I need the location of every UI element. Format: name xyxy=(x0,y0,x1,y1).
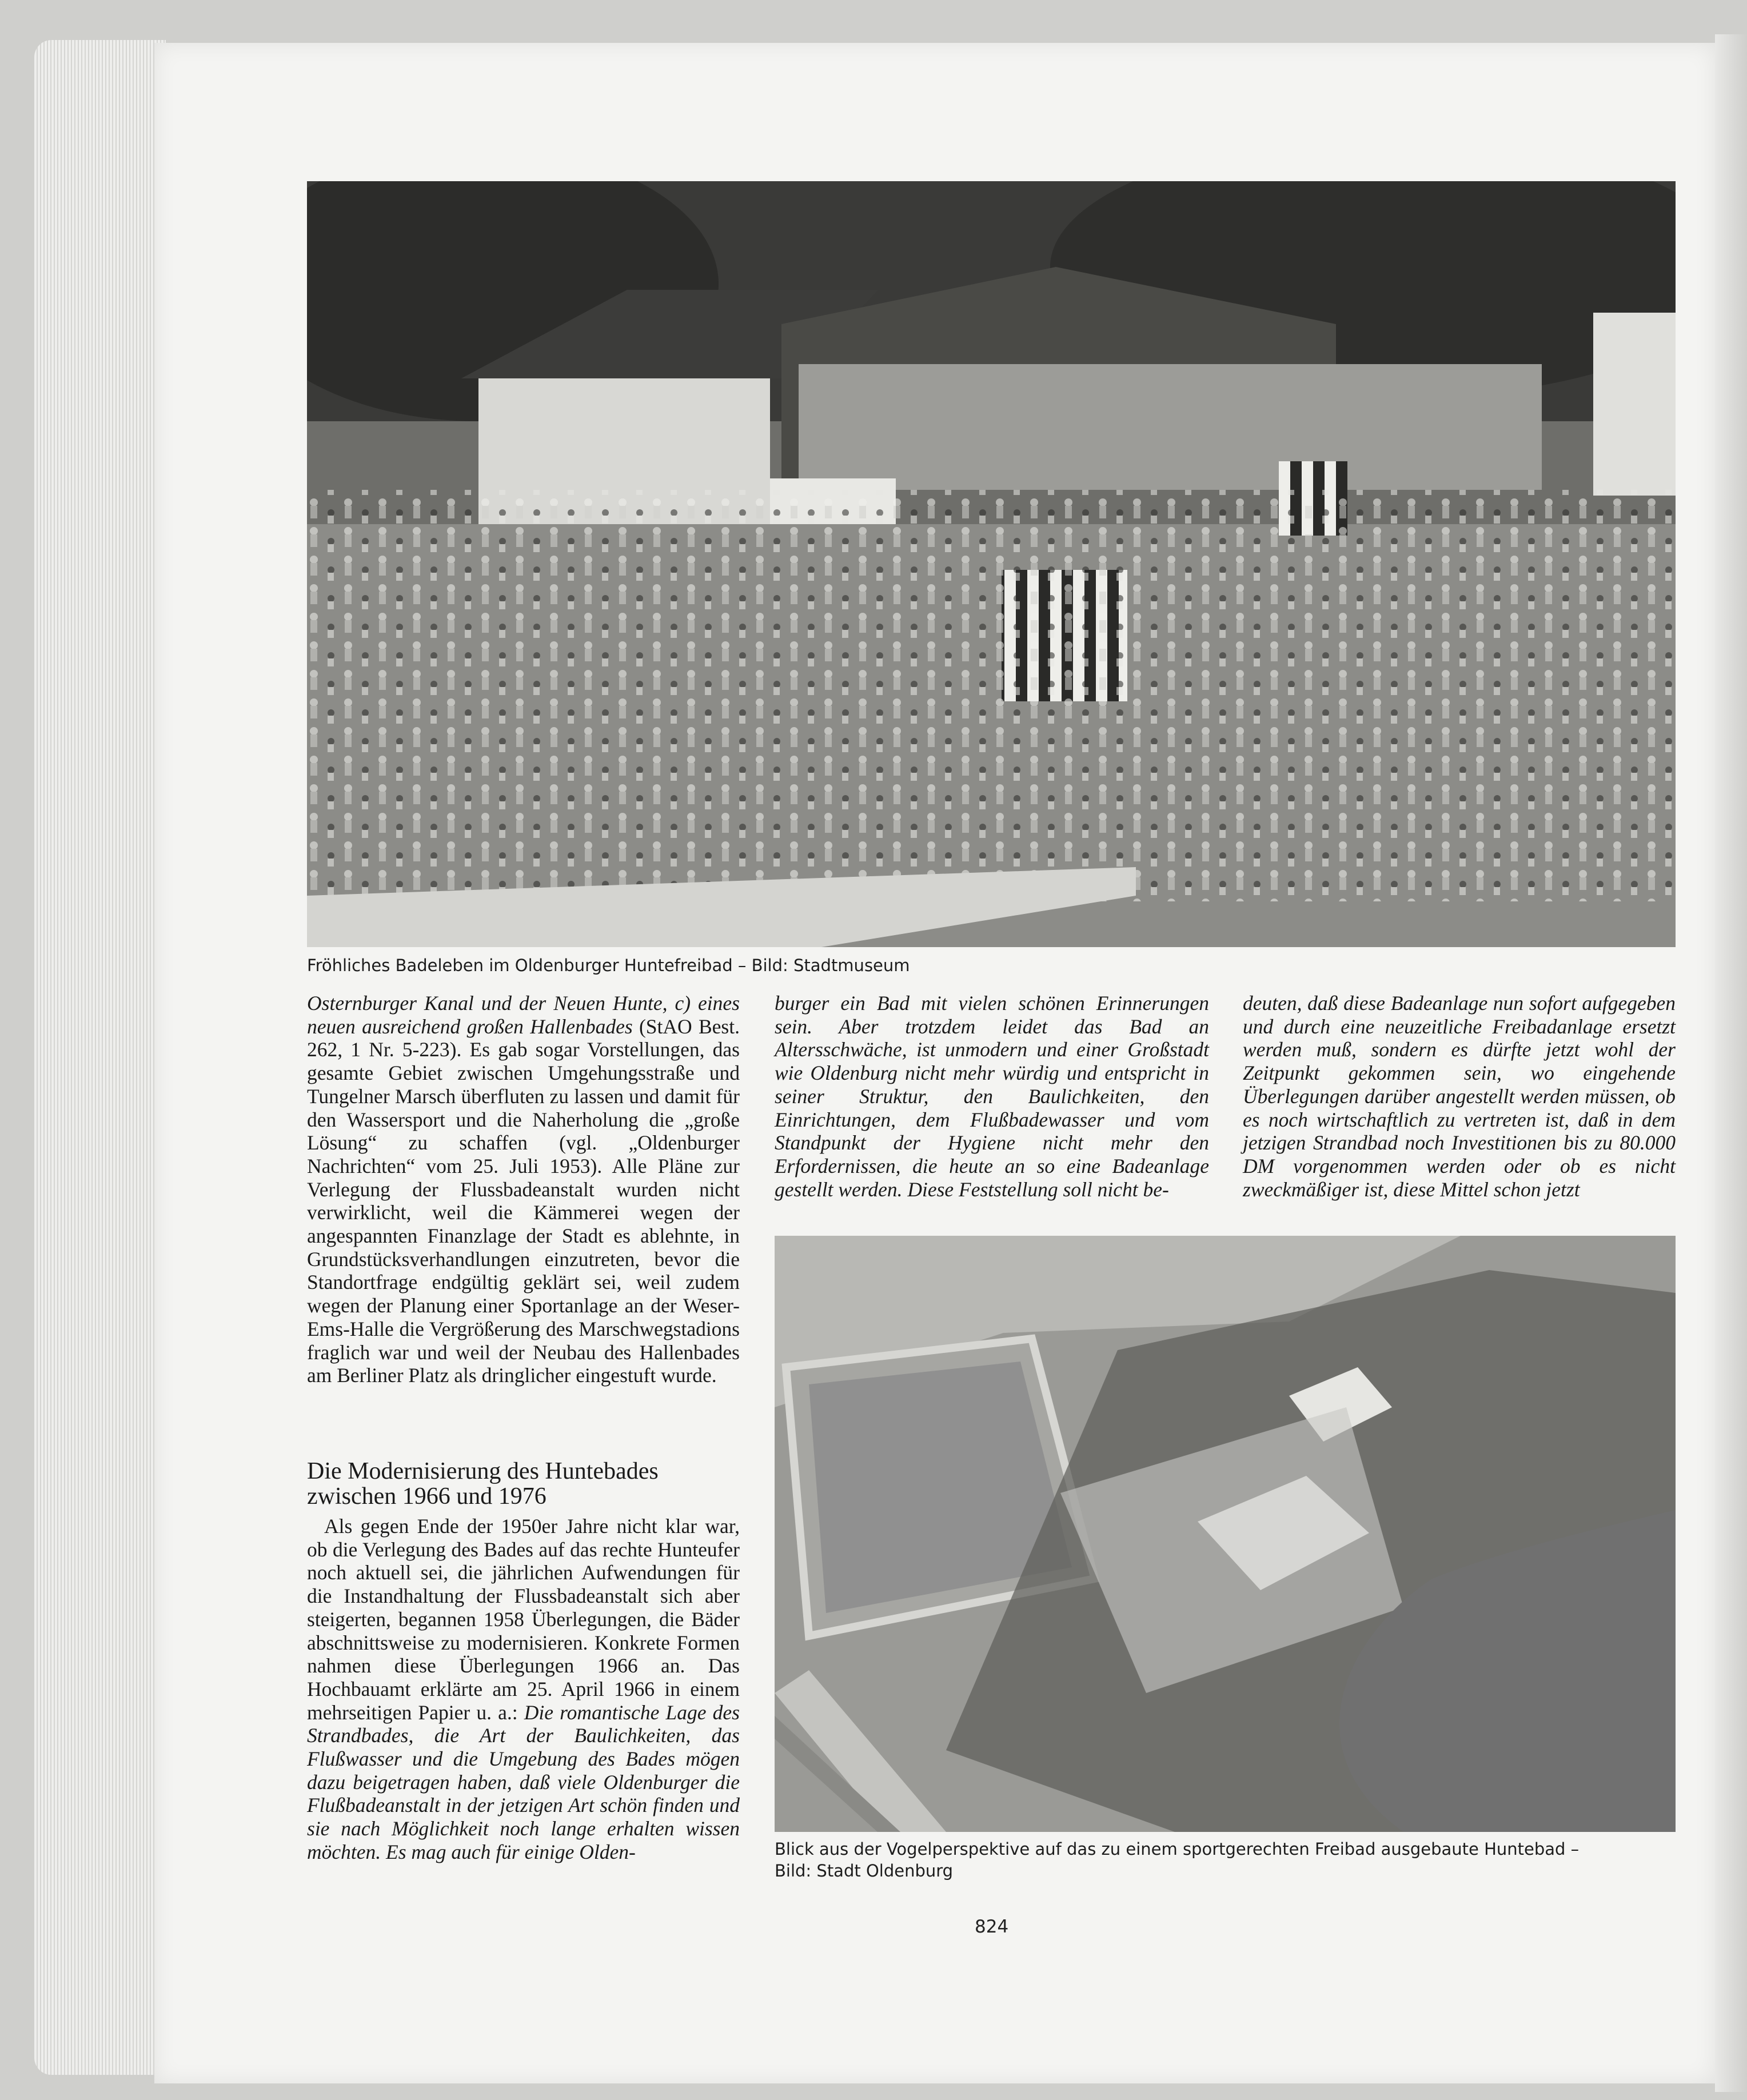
paragraph-1 xyxy=(307,992,740,1387)
photo-aerial-view-image xyxy=(775,1236,1676,1832)
photo-river-bath xyxy=(307,181,1676,947)
paragraph-2-text: Als gegen Ende der 1950er Jahre nicht klar war, ob die Verlegung des Bades auf das rechte Hunteufer noch aktuell sei, die jährlichen Aufwendungen für die Instandhaltung der Flussbadeanstalt sich aber steigerten, begannen 1958 Überlegungen, die Bäder abschnittsweise zu modernisieren. Konkrete Formen nahmen diese Überlegungen 1966 an. Das Hochbauamt erklärte am 25. April 1966 in einem mehrseitigen Papier u. a.: xyxy=(307,1515,740,1724)
paragraph-1-italic: Osternburger Kanal und der Neuen Hunte, c) eines neuen ausreichend großen Hallenbades xyxy=(307,992,740,1038)
column-2-text xyxy=(775,992,1209,1201)
paragraph-1-text: (StAO Best. 262, 1 Nr. 5-223). Es gab sogar Vorstellungen, das gesamte Gebiet zwischen Umgehungsstraße und Tungelner Marsch überfluten zu lassen und damit für den Wassersport und die Naherholung die „große Lösung“ zu schaffen (vgl. „Oldenburger Nachrichten“ vom 25. Juli 1953). Alle Pläne zur Verlegung der Flussbadeanstalt wurden nicht verwirklicht, weil die Kämmerei wegen der angespannten Finanzlage der Stadt es ablehnte, in Grundstücksverhandlungen einzutreten, bevor die Standortfrage endgültig geklärt sei, weil zudem wegen der Planung einer Sportanlage an der Weser-Ems-Halle die Vergrößerung des Marschwegstadions fraglich war und weil der Neubau des Hallenbades am Berliner Platz als dringlicher eingestuft wurde. xyxy=(307,1015,740,1387)
next-page-edge xyxy=(1715,34,1747,2092)
section-heading: Die Modernisierung des Huntebades zwischen 1966 und 1976 xyxy=(307,1458,659,1510)
caption-bottom-line-2: Bild: Stadt Oldenburg xyxy=(775,1861,954,1881)
caption-top-photo: Fröhliches Badeleben im Oldenburger Huntefreibad – Bild: Stadtmuseum xyxy=(307,956,910,975)
photo-river-bath-image xyxy=(307,181,1676,947)
caption-bottom-line-1: Blick aus der Vogelperspektive auf das zu einem sportgerechten Freibad ausgebaute Huntebad – xyxy=(775,1839,1580,1859)
book-page-edges xyxy=(34,40,166,2075)
paragraph-2 xyxy=(307,1515,740,1864)
column-2-paragraph: burger ein Bad mit vielen schönen Erinnerungen sein. Aber trotzdem leidet das Bad an Altersschwäche, ist unmodern und einer Großstadt wie Oldenburg nicht mehr würdig und entspricht in seiner Struktur, den Baulichkeiten, den Einrichtungen, dem Flußbadewasser und vom Standpunkt der Hygiene nicht mehr den Erfordernissen, die heute an so eine Badeanlage gestellt werden. Diese Feststellung soll nicht be- xyxy=(775,992,1209,1201)
page-number: 824 xyxy=(975,1917,1009,1937)
column-3-text xyxy=(1243,992,1676,1201)
caption-bottom-photo xyxy=(775,1838,1676,1882)
column-3-paragraph: deuten, daß diese Badeanlage nun sofort aufgegeben und durch eine neuzeitliche Freibadanlage ersetzt werden muß, sondern es dürfte jetzt wohl der Zeitpunkt gekommen sein, wo eingehende Überlegungen darüber angestellt werden müssen, ob es noch wirtschaftlich zu vertreten ist, daß in dem jetzigen Strandbad noch Investitionen bis zu 80.000 DM vorgenommen werden oder ob es nicht zweckmäßiger ist, diese Mittel schon jetzt xyxy=(1243,992,1676,1201)
photo-aerial-view xyxy=(775,1236,1676,1832)
column-1-text xyxy=(307,992,740,1387)
paragraph-2-quote: Die romantische Lage des Strandbades, die Art der Baulichkeiten, das Flußwasser und die Umgebung des Bades mögen dazu beigetragen haben, daß viele Oldenburger die Flußbadeanstalt in der jetzigen Art schön finden und sie nach Möglichkeit noch lange erhalten wissen möchten. Es mag auch für einige Olden- xyxy=(307,1700,740,1863)
column-1-text-continued xyxy=(307,1515,740,1864)
